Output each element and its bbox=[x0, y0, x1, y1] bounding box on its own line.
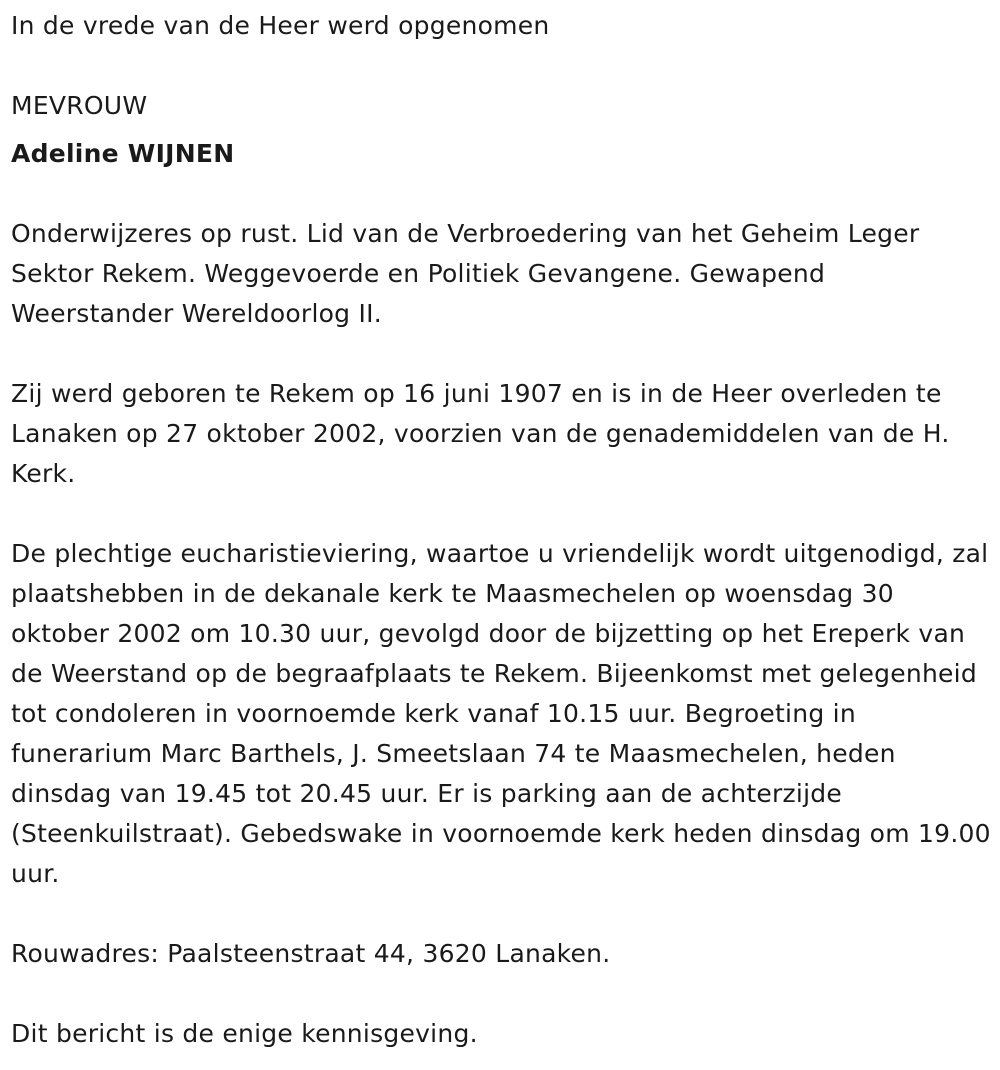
death-notice bbox=[11, 6, 991, 1054]
intro-line: In de vrede van de Heer werd opgenomen bbox=[11, 11, 550, 40]
spacer bbox=[11, 174, 991, 214]
salutation: MEVROUW bbox=[11, 91, 148, 120]
spacer bbox=[11, 894, 991, 934]
spacer bbox=[11, 46, 991, 86]
ceremony-paragraph: De plechtige eucharistieviering, waartoe u vriendelijk wordt uitgenodigd, zal plaatshebben in de dekanale kerk te Maasmechelen op woensdag 30 oktober 2002 om 10.30 uur, gevolgd door de bijzetting op het Ereperk van de Weerstand op de begraafplaats te Rekem. Bijeenkomst met gelegenheid tot condoleren in voornoemde kerk vanaf 10.15 uur. Begroeting in funerarium Marc Barthels, J. Smeetslaan 74 te Maasmechelen, heden dinsdag van 19.45 tot 20.45 uur. Er is parking aan de achterzijde (Steenkuilstraat). Gebedswake in voornoemde kerk heden dinsdag om 19.00 uur. bbox=[11, 539, 991, 888]
spacer bbox=[11, 494, 991, 534]
mourning-address: Rouwadres: Paalsteenstraat 44, 3620 Lanaken. bbox=[11, 939, 611, 968]
closing-line: Dit bericht is de enige kennisgeving. bbox=[11, 1019, 478, 1048]
biography-paragraph: Onderwijzeres op rust. Lid van de Verbroedering van het Geheim Leger Sektor Rekem. Weggevoerde en Politiek Gevangene. Gewapend Weerstander Wereldoorlog II. bbox=[11, 219, 920, 328]
birth-death-paragraph: Zij werd geboren te Rekem op 16 juni 1907 en is in de Heer overleden te Lanaken op 27 oktober 2002, voorzien van de genademiddelen van de H. Kerk. bbox=[11, 379, 950, 488]
spacer bbox=[11, 974, 991, 1014]
spacer bbox=[11, 334, 991, 374]
deceased-name: Adeline WIJNEN bbox=[11, 139, 235, 168]
